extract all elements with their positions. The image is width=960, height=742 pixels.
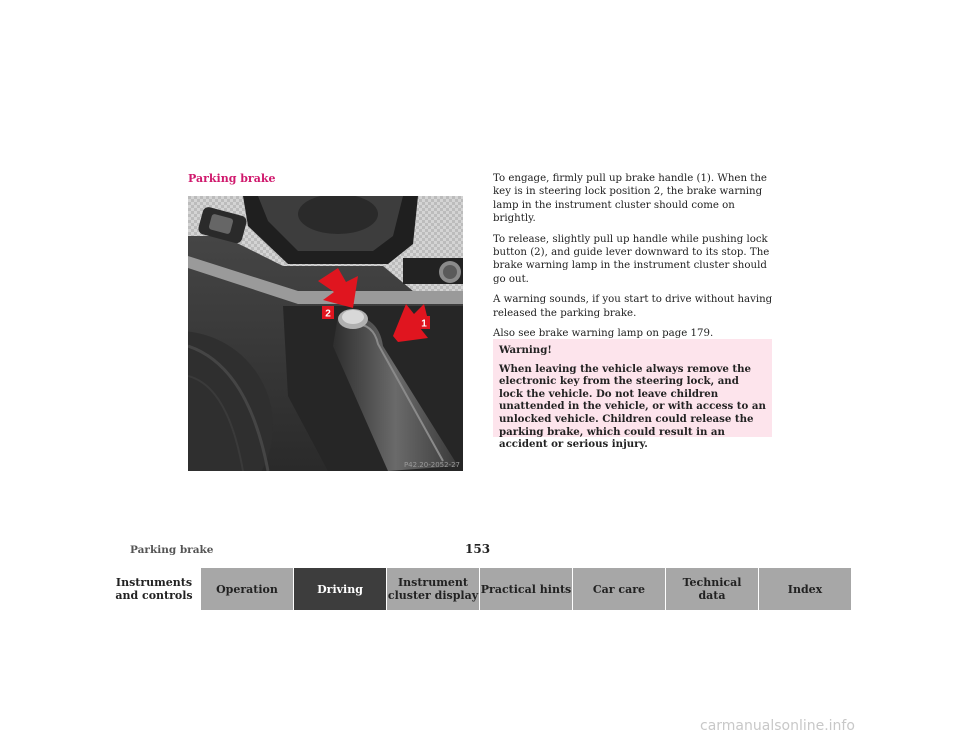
instruction-paragraph-engage: To engage, firmly pull up brake handle (1). When the key is in steering lock position 2, the brake warning lamp in the instrument cluster should come on brightly. xyxy=(493,173,767,225)
callout-2-label: 2 xyxy=(325,308,331,320)
instructions-text xyxy=(493,172,775,347)
chapter-nav-bar xyxy=(108,568,851,610)
tab-instruments-and-controls[interactable]: Instruments and controls xyxy=(108,568,200,610)
tab-practical-hints[interactable]: Practical hints xyxy=(479,568,572,610)
callout-1-label: 1 xyxy=(421,318,427,330)
parking-brake-illustration xyxy=(188,196,463,471)
tab-instrument-cluster-display[interactable]: Instrument cluster display xyxy=(386,568,479,610)
footer-section-title: Parking brake xyxy=(130,544,214,556)
tab-index[interactable]: Index xyxy=(758,568,851,610)
warning-title: Warning! xyxy=(499,344,552,356)
warning-body: When leaving the vehicle always remove the electronic key from the steering lock, and lock the vehicle. Do not leave children unattended in the vehicle, or with access to an unlocked vehicle. Children could release the parking brake, which could result in an accident or serious injury. xyxy=(499,362,766,451)
tab-driving[interactable]: Driving xyxy=(293,568,386,610)
warning-box xyxy=(493,339,772,451)
section-title: Parking brake xyxy=(188,172,276,185)
tab-operation[interactable]: Operation xyxy=(200,568,293,610)
watermark: carmanualsonline.info xyxy=(700,718,855,734)
tab-car-care[interactable]: Car care xyxy=(572,568,665,610)
tab-technical-data[interactable]: Technical data xyxy=(665,568,758,610)
instruction-paragraph-see-also: Also see brake warning lamp on page 179. xyxy=(493,328,714,340)
photo-code: P42.20-2052-27 xyxy=(403,461,460,469)
instruction-paragraph-release: To release, slightly pull up handle while pushing lock button (2), and guide lever downward to its stop. The brake warning lamp in the instrument cluster should go out. xyxy=(493,233,770,285)
page-number: 153 xyxy=(465,542,491,556)
parking-brake-photo xyxy=(188,196,463,471)
instruction-paragraph-warning-sound: A warning sounds, if you start to drive without having released the parking brake. xyxy=(493,294,773,319)
